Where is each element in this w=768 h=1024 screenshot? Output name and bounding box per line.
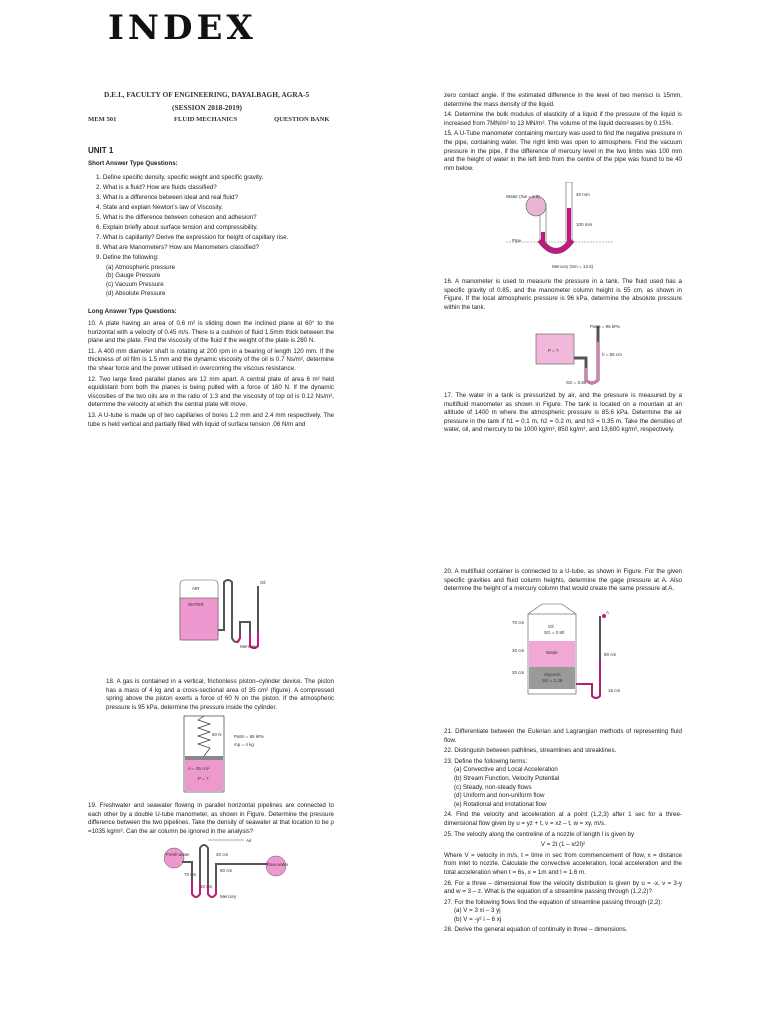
fig20-h3: 20 cm <box>512 670 525 675</box>
sub-item: (b) Gauge Pressure <box>106 272 161 280</box>
course-subject: FLUID MECHANICS <box>174 116 238 123</box>
short-q: 8. What are Manometers? How are Manometers classified? <box>96 243 260 251</box>
long-heading: Long Answer Type Questions: <box>88 308 177 315</box>
sub-item: (d) Uniform and non-uniform flow <box>454 792 545 800</box>
fig17-water: WATER <box>188 602 204 607</box>
right-column-bottom <box>444 728 682 937</box>
fig15-mercury-label: Mercury (Sm = 13.6) <box>552 264 594 269</box>
short-q: 4. State and explain Newton's law of Viscosity. <box>96 203 223 211</box>
q23-subs <box>444 766 682 809</box>
question-20: 20. A multifluid container is connected to a U-tube, as shown in Figure. For the given specific gravities and fluid column heights, determine the gage pressure at A. Also determine the height of a mercury column that would create the same pressure at A. <box>444 568 682 593</box>
fig20-glycerin: Glycerin <box>544 672 561 677</box>
fig20-h2: 30 cm <box>512 648 525 653</box>
short-q: 2. What is a fluid? How are fluids classified? <box>96 183 217 191</box>
right-column-top <box>444 92 682 175</box>
fig17-oil: Oil <box>260 580 266 585</box>
question-22: 22. Distinguish between pathlines, streamlines and streaklines. <box>444 747 617 755</box>
left-column-q19 <box>88 802 334 838</box>
question-12: 12. Two large fixed parallel planes are 12 mm apart. A central plate of area 6 m² held equidistant from both the planes is being pulled with a force of 160 N. If the dynamic viscosities of the two oils are in the ratio of 1:3 and the viscosity of top oil is 0.12 Ns/m², determine the velocity at which the central plate will move. <box>88 375 334 409</box>
question-17: 17. The water in a tank is pressurized by air, and the pressure is measured by a multifluid manometer as shown in Figure. The tank is located on a mountain at an altitude of 1400 m where the atmospheric pressure is 85.6 kPa. Determine the air pressure in the tank if h1 = 0.1 m, h2 = 0.2 m, and h3 = 0.35 m. Take the densities of water, oil, and mercury to be 1000 kg/m³, 850 kg/m³, and 13,600 kg/m³, respectively. <box>444 392 682 434</box>
figure-16-tank <box>530 322 634 386</box>
question-26: 26. For a three – dimensional flow the velocity distribution is given by u = -x, v = 3-y and w = 3 – z. What is the equation of a streamline passing through (1,2,2)? <box>444 879 682 896</box>
question-28: 28. Derive the general equation of continuity in three – dimensions. <box>444 926 628 934</box>
left-column-q18 <box>106 678 334 714</box>
fig19-fresh: Fresh water <box>166 852 190 857</box>
question-19: 19. Freshwater and seawater flowing in parallel horizontal pipelines are connected to each other by a double U-tube manometer, as shown in Figure. Determine the pressure difference between the two pipelines. Take the density of seawater at that location to be ρ =1035 kg/m³. Can the air column be ignored in the analysis? <box>88 802 334 835</box>
figure-15-manometer <box>506 182 626 270</box>
sub-item: (d) Absolute Pressure <box>106 289 166 297</box>
question-14: 14. Determine the bulk modulus of elasticity of a liquid if the pressure of the liquid is increased from 7MN/m² to 13 MN/m². The volume of the liquid decreases by 0.15%. <box>444 111 682 127</box>
fig18-force: 60 N <box>212 732 222 737</box>
doc-type: QUESTION BANK <box>274 116 330 123</box>
fig20-glycerin-sg: SG = 1.26 <box>542 678 563 683</box>
short-heading: Short Answer Type Questions: <box>88 160 178 167</box>
short-q: 7. What is capillarity? Derive the expression for height of capillary rise. <box>96 233 289 241</box>
institute-heading: D.E.I., FACULTY OF ENGINEERING, DAYALBAGH, AGRA-5 <box>104 90 310 99</box>
short-q: 9. Define the following: <box>96 253 159 261</box>
session-heading: (SESSION 2018-2019) <box>172 103 243 112</box>
figure-20-container <box>512 600 652 700</box>
fig17-mercury: Mercury <box>240 644 257 649</box>
right-column-q17 <box>444 392 682 437</box>
q9-subs <box>96 264 356 298</box>
sub-item: (e) Rotational and irrotational flow <box>454 800 547 808</box>
q25-equation: V = 2t (1 – x/2l)² <box>540 841 586 849</box>
figure-17-multifluid <box>178 578 298 650</box>
question-25-cont: Where V = velocity in m/s, t = time in sec from commencement of flow, x = distance from inlet to nozzle. Calculate the convective acceleration, local acceleration and the total acceleration when t = 6s, x = 1m and l = 1.6 m. <box>444 851 682 876</box>
fig16-h: h = 55 cm <box>602 352 622 357</box>
question-11: 11. A 400 mm diameter shaft is rotating at 200 rpm in a bearing of length 120 mm. If the thickness of oil film is 1.5 mm and the dynamic viscosity of the oil is 0.7 Ns/m², determine the shear force and the power utilised in overcoming the viscous resistance. <box>88 347 334 372</box>
fig19-h3: 60 cm <box>220 868 233 873</box>
fig20-oil-sg: SG = 0.90 <box>544 630 565 635</box>
question-21: 21. Differentiate between the Eulerian and Lagrangian methods of representing fluid flow. <box>444 728 682 744</box>
fig17-air: AIR <box>192 586 200 591</box>
question-13-cont: zero contact angle. If the estimated difference in the level of two menisci is 15mm, determine the mass density of the liquid. <box>444 92 682 108</box>
fig20-h4: 90 cm <box>604 652 617 657</box>
course-code: MEM 501 <box>88 116 117 123</box>
fig20-h1: 70 cm <box>512 620 525 625</box>
figure-19-double-u <box>164 836 314 902</box>
short-q: 1. Define specific density, specific weight and specific gravity. <box>96 174 264 181</box>
sub-item: (b) V = -y² i – 6 xj <box>454 915 502 923</box>
sub-item: (c) Steady, non-steady flows <box>454 783 532 791</box>
short-questions <box>96 174 356 298</box>
question-24: 24. Find the velocity and acceleration at a point (1,2,3) after 1 sec for a three-dimensional flow given by u = yz + t, v = xz – t, w = xy, m/s. <box>444 811 682 827</box>
page-title: INDEX <box>108 8 257 48</box>
right-column-q16 <box>444 278 682 314</box>
short-q: 5. What is the difference between cohesion and adhesion? <box>96 213 257 221</box>
fig16-patm: Patm = 96 kPa <box>590 324 620 329</box>
fig18-mp: mp = 4 kg <box>234 742 254 747</box>
question-23: 23. Define the following terms: <box>444 757 528 765</box>
fig20-h5: 15 cm <box>608 688 621 693</box>
sub-item: (a) Atmospheric pressure <box>106 263 176 271</box>
sub-item: (b) Stream Function, Velocity Potential <box>454 774 560 782</box>
fig15-h1-label: 40 mm <box>576 192 590 197</box>
fig20-a: A <box>606 610 610 615</box>
fig18-area: A = 35 cm² <box>188 766 210 771</box>
fig19-h4: 10 cm <box>200 884 213 889</box>
fig19-h2: 70 cm <box>184 872 197 877</box>
sub-item: (a) V = 3 xi – 3 yj <box>454 907 501 915</box>
fig16-sg: SG = 0.85 <box>566 380 587 385</box>
fig15-water-label: Water (Sw = 1.0) <box>506 194 540 199</box>
fig16-p: P = ? <box>548 348 559 353</box>
right-column-q20 <box>444 568 682 596</box>
q27-subs <box>444 907 682 924</box>
question-27: 27. For the following flows find the equation of streamline passing through (2,2): <box>444 898 663 906</box>
fig18-p: P = ? <box>198 776 209 781</box>
question-16: 16. A manometer is used to measure the pressure in a tank. The fluid used has a specific gravity of 0.85, and the manometer column height is 55 cm, as shown in Figure. If the local atmospheric pressure is 96 kPa, determine the absolute pressure within the tank. <box>444 278 682 311</box>
question-10: 10. A plate having an area of 0.6 m² is sliding down the inclined plane at 60° to the horizontal with a velocity of 0.45 m/s. There is a cushion of fluid 1.5mm thick between the plane and the plate. Find the viscosity of the fluid if the weight of the plate is 280 N. <box>88 320 334 345</box>
question-15: 15. A U-Tube manometer containing mercury was used to find the negative pressure in the pipe, containing water. The right limb was open to atmosphere. Find the vacuum pressure in the pipe, if the difference of mercury level in the two limbs was 100 mm and the height of water in the left limb from the centre of the pipe was found to be 40 mm below. <box>444 130 682 172</box>
fig19-air: Air <box>246 838 252 843</box>
fig20-water: Water <box>546 650 558 655</box>
fig19-sea: Sea water <box>268 862 289 867</box>
fig15-pipe-label: Pipe <box>512 238 522 243</box>
unit-heading: UNIT 1 <box>88 146 114 155</box>
fig20-oil: Oil <box>548 624 554 629</box>
question-13: 13. A U-tube is made up of two capillaries of bores 1.2 mm and 2.4 mm respectively. The tube is held vertical and partially filled with liquid of surface tension .06 N/m and <box>88 411 334 428</box>
question-18: 18. A gas is contained in a vertical, frictionless piston–cylinder device. The piston has a mass of 4 kg and a cross-sectional area of 35 cm² (figure). A compressed spring above the piston exerts a force of 60 N on the piston. If the atmospheric pressure is 95 kPa, determine the pressure inside the cylinder. <box>106 678 334 711</box>
sub-item: (a) Convective and Local Acceleration <box>454 766 558 774</box>
short-q: 3. What is a difference between ideal and real fluid? <box>96 193 238 201</box>
fig19-mercury: Mercury <box>220 894 237 899</box>
fig18-patm: Patm = 95 kPa <box>234 734 264 739</box>
short-q: 6. Explain briefly about surface tension and compressibility. <box>96 223 258 231</box>
fig15-h2-label: 100 mm <box>576 222 593 227</box>
long-questions-left <box>88 320 334 431</box>
question-25: 25. The velocity along the centreline of a nozzle of length l is given by <box>444 830 635 838</box>
sub-item: (c) Vacuum Pressure <box>106 281 164 289</box>
figure-18-piston <box>178 714 286 794</box>
fig19-h1: 40 cm <box>216 852 229 857</box>
